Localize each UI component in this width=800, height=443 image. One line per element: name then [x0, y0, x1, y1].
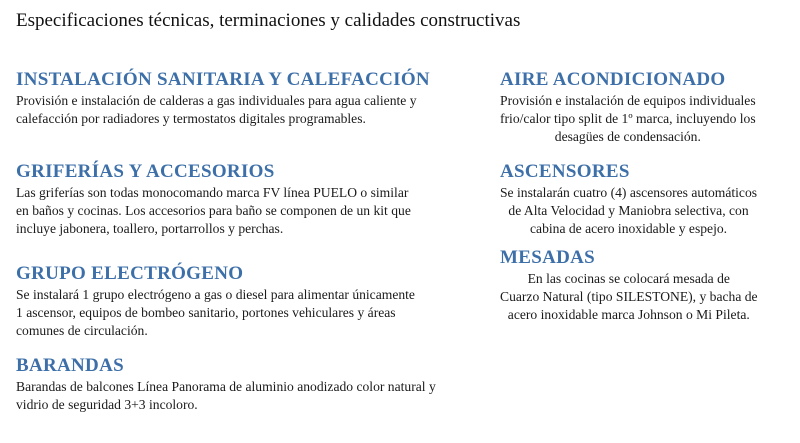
section-body: Barandas de balcones Línea Panorama de aluminio anodizado color natural y vidrio de seguridad 3+3 incoloro. — [16, 379, 436, 412]
section-mesadas — [500, 248, 758, 324]
section-heading: ASCENSORES — [500, 161, 630, 182]
section-heading: GRIFERÍAS Y ACCESORIOS — [16, 161, 275, 182]
page-title: Especificaciones técnicas, terminaciones y calidades constructivas — [16, 10, 521, 31]
section-heading: MESADAS — [500, 247, 596, 268]
section-barandas — [16, 356, 436, 414]
section-body: Provisión e instalación de equipos individuales frio/calor tipo split de 1º marca, incluyendo los desagües de condensación. — [500, 93, 756, 144]
section-heading: INSTALACIÓN SANITARIA Y CALEFACCIÓN — [16, 69, 430, 90]
section-grupo-electrogeno — [16, 264, 415, 340]
section-heading: GRUPO ELECTRÓGENO — [16, 263, 244, 284]
section-body: Se instalará 1 grupo electrógeno a gas o diesel para alimentar únicamente 1 ascensor, equipos de bombeo sanitario, portones vehiculares y áreas comunes de circulación. — [16, 287, 415, 338]
section-griferias — [16, 162, 411, 238]
section-heading: BARANDAS — [16, 355, 124, 376]
section-ascensores — [500, 162, 757, 238]
section-instalacion-sanitaria — [16, 70, 430, 128]
section-aire-acondicionado — [500, 70, 756, 146]
section-body: Provisión e instalación de calderas a gas individuales para agua caliente y calefacción por radiadores y termostatos digitales programables. — [16, 93, 417, 126]
section-body: Las griferías son todas monocomando marca FV línea PUELO o similar en baños y cocinas. Los accesorios para baño se componen de un kit que incluye jabonera, toallero, portarrollos y perchas. — [16, 185, 411, 236]
section-body: En las cocinas se colocará mesada de Cuarzo Natural (tipo SILESTONE), y bacha de acero inoxidable marca Johnson o Mi Pileta. — [500, 271, 758, 322]
section-body: Se instalarán cuatro (4) ascensores automáticos de Alta Velocidad y Maniobra selectiva, con cabina de acero inoxidable y espejo. — [500, 185, 758, 236]
section-heading: AIRE ACONDICIONADO — [500, 69, 726, 90]
